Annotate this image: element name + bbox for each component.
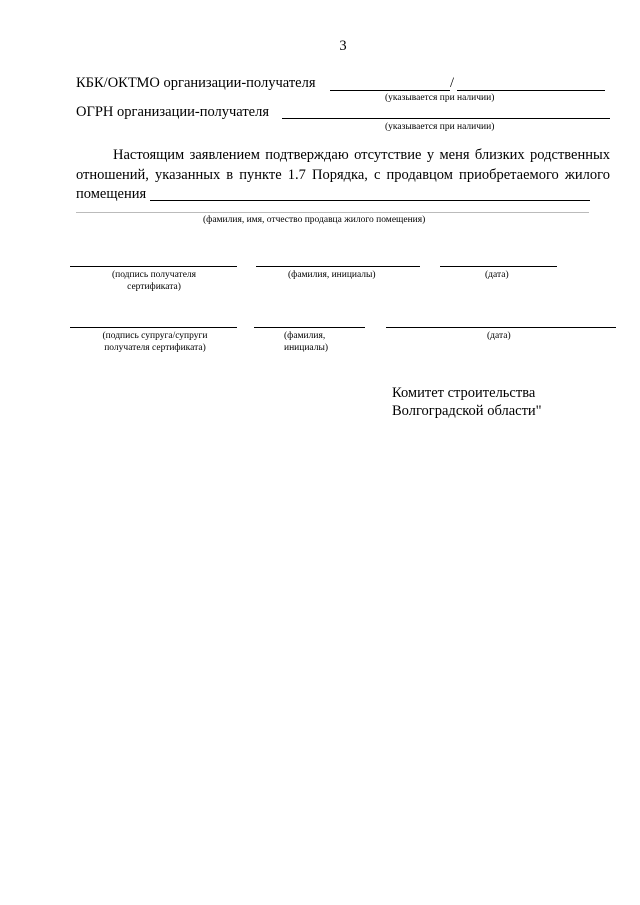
recipient-signature-note: (подпись получателя сертификата) [111, 270, 197, 292]
ogrn-field-line[interactable] [282, 118, 610, 119]
oktmo-field-line[interactable] [457, 90, 605, 91]
page-number: 3 [339, 38, 347, 54]
recipient-name-line[interactable] [256, 266, 420, 267]
spouse-date-note: (дата) [487, 331, 511, 341]
kbk-oktmo-separator: / [450, 75, 455, 91]
seller-name-note: (фамилия, имя, отчество продавца жилого помещения) [203, 215, 426, 225]
seller-name-field-line-2[interactable] [76, 212, 589, 213]
statement-line-1: Настоящим заявлением подтверждаю отсутствие у меня близких родственных [113, 147, 610, 163]
spouse-signature-note: (подпись супруга/супруги получателя сертификата) [102, 331, 208, 353]
recipient-date-note: (дата) [485, 270, 509, 280]
seller-name-field-line[interactable] [150, 200, 590, 201]
spouse-date-line[interactable] [386, 327, 616, 328]
spouse-signature-line[interactable] [70, 327, 237, 328]
kbk-field-line[interactable] [330, 90, 450, 91]
recipient-name-note: (фамилия, инициалы) [288, 270, 376, 280]
kbk-note: (указывается при наличии) [385, 93, 495, 103]
kbk-oktmo-label: КБК/ОКТМО организации-получателя [76, 75, 316, 91]
spouse-name-note: (фамилия, инициалы) [284, 331, 329, 353]
ogrn-note: (указывается при наличии) [385, 122, 495, 132]
recipient-date-line[interactable] [440, 266, 557, 267]
recipient-signature-line[interactable] [70, 266, 237, 267]
statement-line-2: отношений, указанных в пункте 1.7 Порядка, с продавцом приобретаемого жилого [76, 167, 610, 183]
committee-line-2: Волгоградской области" [392, 403, 542, 419]
spouse-name-line[interactable] [254, 327, 365, 328]
statement-line-3: помещения [76, 186, 147, 202]
committee-line-1: Комитет строительства [392, 385, 536, 401]
ogrn-label: ОГРН организации-получателя [76, 104, 270, 120]
